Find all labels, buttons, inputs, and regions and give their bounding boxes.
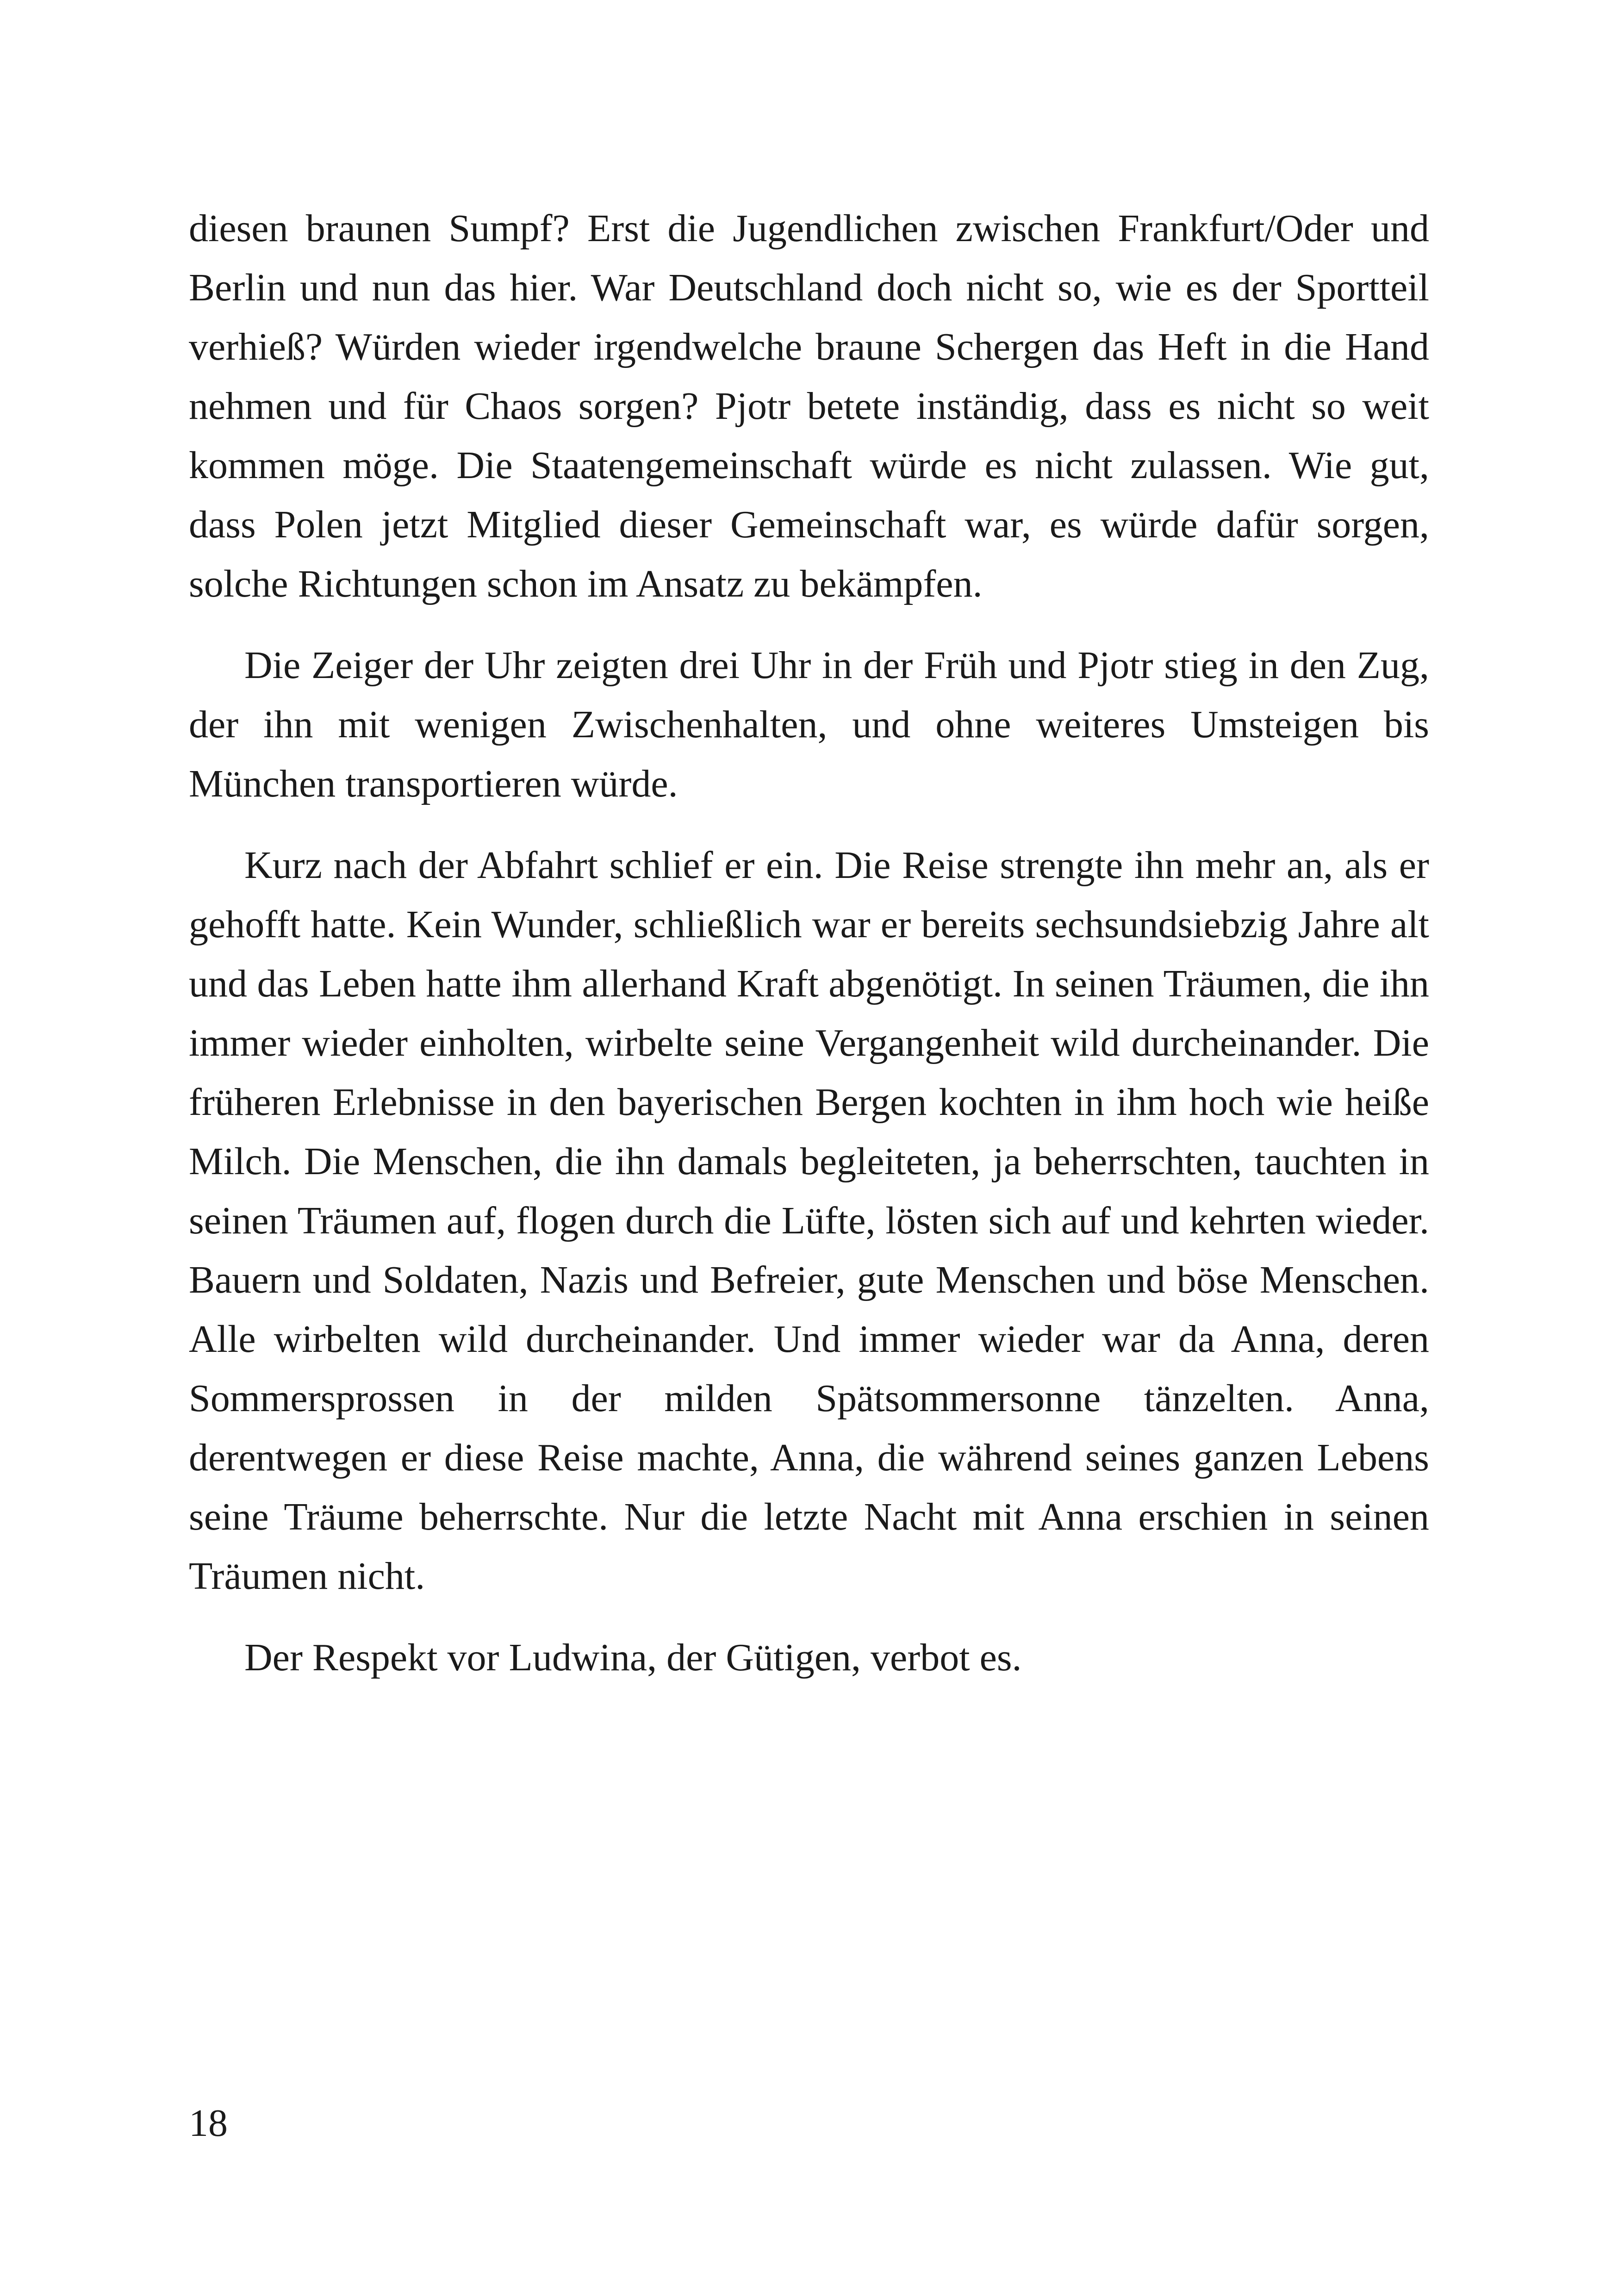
- paragraph-1: diesen braunen Sumpf? Erst die Jugendlichen zwischen Frankfurt/Oder und Berlin und nun das hier. War Deutschland doch nicht so, wie es der Sportteil verhieß? Würden wieder irgendwelche braune Schergen das Heft in die Hand nehmen und für Chaos sorgen? Pjotr betete inständig, dass es nicht so weit kommen möge. Die Staatengemeinschaft würde es nicht zulassen. Wie gut, dass Polen jetzt Mitglied dieser Gemeinschaft war, es würde dafür sorgen, solche Richtungen schon im Ansatz zu bekämpfen.: [189, 207, 1429, 605]
- page-number: 18: [189, 2102, 228, 2145]
- body-text: [189, 199, 1429, 1710]
- paragraph-4: Der Respekt vor Ludwina, der Gütigen, verbot es.: [244, 1636, 1022, 1679]
- paragraph-3: Kurz nach der Abfahrt schlief er ein. Die Reise strengte ihn mehr an, als er gehofft hatte. Kein Wunder, schließlich war er bereits sechsundsiebzig Jahre alt und das Leben hatte ihm allerhand Kraft abgenötigt. In seinen Träumen, die ihn immer wieder einholten, wirbelte seine Vergangenheit wild durcheinander. Die früheren Erlebnisse in den bayerischen Bergen kochten in ihm hoch wie heiße Milch. Die Menschen, die ihn damals begleiteten, ja beherrschten, tauchten in seinen Träumen auf, flogen durch die Lüfte, lösten sich auf und kehrten wieder. Bauern und Soldaten, Nazis und Befreier, gute Menschen und böse Menschen. Alle wirbelten wild durcheinander. Und immer wieder war da Anna, deren Sommersprossen in der milden Spätsommersonne tänzelten. Anna, derentwegen er diese Reise machte, Anna, die während seines ganzen Lebens seine Träume beherrschte. Nur die letzte Nacht mit Anna erschien in seinen Träumen nicht.: [189, 844, 1429, 1598]
- paragraph-2: Die Zeiger der Uhr zeigten drei Uhr in der Früh und Pjotr stieg in den Zug, der ihn mit wenigen Zwischenhalten, und ohne weiteres Umsteigen bis München transportieren würde.: [189, 644, 1429, 805]
